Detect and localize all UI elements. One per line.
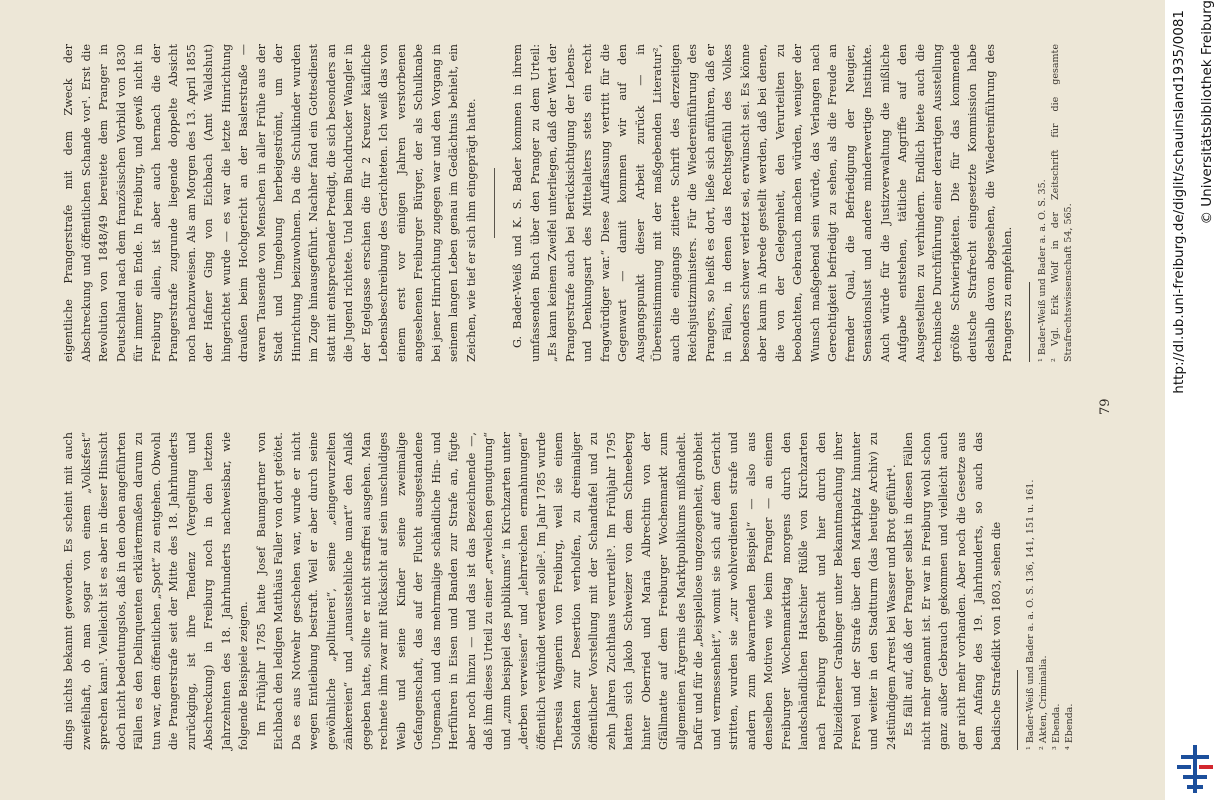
footnote-divider [1029, 282, 1030, 362]
footnote-divider [1017, 670, 1018, 750]
footnote: ¹ Bader-Weiß und Bader a. a. O. S. 35. [1036, 179, 1048, 362]
source-url-text[interactable]: http://dl.ub.uni-freiburg.de/diglit/schauinsland1935/0081 [1171, 10, 1187, 394]
right-text-column [60, 44, 1075, 362]
section-divider [494, 168, 495, 238]
footnote: ¹ Bader-Weiß und Bader a. a. O. S. 136, 141, 151 u. 161. [1025, 479, 1036, 750]
paragraph: Im Frühjahr 1785 hatte Josef Baumgartner von Eichbach den ledigen Matthäus Faller von dort getötet. Da es aus Notwehr geschehen war, wurde er nicht wegen Entleibung bestraft. Weil er aber durch seine gewöhnliche „polltuierei“, seine „eingewurzelten zänkereien“ und „unausstehliche unart“ den Anlaß gegeben hatte, sollte er nicht straffrei ausgehen. Man rechnete ihm zwar mit Rücksicht auf sein unschuldiges Weib und seine Kinder seine zweimalige Gefangenschaft, das auf der Flucht ausgestandene Ungemach und das mehrmalige schändliche Hin- und Herführen in Eisen und Banden zur Strafe an, fügte aber noch hinzu — und das ist das Bezeichnende —, daß ihm dieses Urteil zu einer „erwelchen genugtuung“ und „zum beispiel des publikums“ in Kirchzarten unter „derben verweisen“ und „lehrreichen ermahnungen“ öffentlich verkündet werden solle². Im Jahr 1785 wurde Theresia Wagnerin von Freiburg, weil sie einem Soldaten zur Desertion verholfen, zu dreimaliger öffentlicher Vorstellung mit der Schandtafel und zu zehn Jahren Zuchthaus verurteilt³. Im Frühjahr 1795 hatten sich Jakob Schweizer von dem Schneeberg hinter Oberried und Maria Albrechtin von der Gfällmatte auf dem Freiburger Wochenmarkt zum allgemeinen Ärgernis des Marktpublikums mißhandelt. Dafür und für die „beispiellose ungezogenheit, grobheit und vermessenheit“, womit sie sich auf dem Gericht stritten, wurden sie „zur wohlverdienten strafe und andern zum abwarnenden Beispiel“ — also aus denselben Motiven wie beim Pranger — an einem Freiburger Wochenmarkttag morgens durch den landschändlichen Hatschier Rüßle von Kirchzarten nach Freiburg gebracht und hier durch den Polizeidiener Grabinger unter Bekanntmachung ihrer Frevel und der Strafe über den Marktplatz hinunter und weiter in den Stadtturm (das heutige Archiv) zu 24stündigem Arrest bei Wasser und Brot geführt⁴. [254, 432, 898, 750]
footnote: ³ Ebenda. [1051, 703, 1062, 750]
paragraph: eigentliche Prangerstrafe mit dem Zweck der Abschreckung und öffentlichen Schande vor¹. Erst die Revolution von 1848/49 bereitete dem Pranger in Deutschland nach dem französischen Vorbild von 1830 für immer ein Ende. In Freiburg, und gewiß nicht in Freiburg allein, ist aber auch hernach die der Prangerstrafe zugrunde liegende doppelte Absicht noch nachzuweisen. Als am Morgen des 13. April 1855 der Hafner Ging von Eichbach (Amt Waldshut) hingerichtet wurde — es war die letzte Hinrichtung draußen beim Hochgericht an der Baslerstraße — waren Tausende von Menschen in aller Frühe aus der Stadt und Umgebung herbeigeströmt, um der Hinrichtung beizuwohnen. Da die Schulkinder wurden im Zuge hinausgeführt. Nachher fand ein Gottesdienst statt mit entsprechender Predigt, die sich besonders an die Jugend richtete. Und beim Buchdrucker Wangler in der Egelgasse erschien die für 2 Kreuzer käufliche Lebensbeschreibung des Gerichteten. Ich weiß das von einem erst vor einigen Jahren verstorbenen angesehenen Freiburger Bürger, der als Schulknabe bei jener Hinrichtung zugegen war und den Vorgang in seinem langen Leben genau im Gedächtnis behielt, ein Zeichen, wie tief er sich ihm eingeprägt hatte. [62, 44, 478, 362]
footnote: ² Vgl. Erik Wolf in der Zeitschrift für die gesamte Strafrechtswissenschaft 54, 565. [1049, 44, 1074, 362]
source-url-link[interactable] [1166, 0, 1192, 800]
footnote: ² Akten, Criminalia. [1038, 655, 1049, 750]
paragraph: dings nichts bekannt geworden. Es scheint mit auch zweifelhaft, ob man sogar von einem „Volksfest“ sprechen kann¹. Vielleicht ist es aber in dieser Hinsicht doch nicht bedeutungslos, daß in den oben angeführten Fällen es den Delinquenten erklärtermaßen darum zu tun war, dem öffentlichen „Spott“ zu entgehen. Obwohl die Prangerstrafe seit der Mitte des 18. Jahrhunderts zurückging, ist ihre Tendenz (Vergeltung und Abschreckung) in Freiburg noch in den letzten Jahrzehnten des 18. Jahrhunderts nachweisbar, wie folgende Beispiele zeigen. [62, 432, 250, 750]
footnote: ⁴ Ebenda. [1064, 703, 1075, 750]
page-number: 79 [1098, 398, 1113, 415]
left-text-column [60, 432, 1076, 750]
paragraph: G. Bader-Weiß und K. S. Bader kommen in ihrem umfassenden Buch über den Pranger zu dem Urteil: „Es kann keinem Zweifel unterliegen, daß der Wert der Prangerstrafe auch bei Berücksichtigung der Lebens- und Denkungsart des Mittelalters stets ein recht fragwürdiger war.“ Diese Auffassung vertritt für die Gegenwart — damit kommen wir auf den Ausgangspunkt dieser Arbeit zurück — in Übereinstimmung mit der maßgebenden Literatur², auch die eingangs zitierte Schrift des derzeitigen Reichsjustizministers. Für die Wiedereinführung des Prangers, so heißt es dort, ließe sich anführen, daß er in Fällen, in denen das Rechtsgefühl des Volkes besonders schwer verletzt sei, erwünscht sei. Es könne aber kaum in Abrede gestellt werden, daß bei denen, die von der Gelegenheit, den Verurteilten zu beobachten, Gebrauch machen würden, weniger der Wunsch maßgebend sein würde, das Verlangen nach Gerechtigkeit befriedigt zu sehen, als die Freude an fremder Qual, die Befriedigung der Neugier, Sensationslust und andere minderwertige Instinkte. Auch würde für die Justizverwaltung die mißliche Aufgabe entstehen, tätliche Angriffe auf den Ausgestellten zu verhindern. Endlich biete auch die technische Durchführung einer derartigen Ausstellung größte Schwierigkeiten. Die für das kommende deutsche Strafrecht eingesetzte Kommission habe deshalb davon abgesehen, die Wiedereinführung des Prangers zu empfehlen. [511, 44, 1014, 362]
library-logo-icon [1175, 745, 1215, 793]
paragraph: Es fällt auf, daß der Pranger selbst in diesen Fällen nicht mehr genannt ist. Er war in Freiburg wohl schon ganz außer Gebrauch gekommen und vielleicht auch gar nicht mehr vorhanden. Aber noch die Gesetze aus dem Anfang des 19. Jahrhunderts, so auch das badische Strafedikt von 1803, sehen die [902, 432, 1003, 750]
copyright-text: © Universitätsbibliothek Freiburg [1199, 0, 1215, 225]
copyright-notice [1194, 0, 1220, 800]
